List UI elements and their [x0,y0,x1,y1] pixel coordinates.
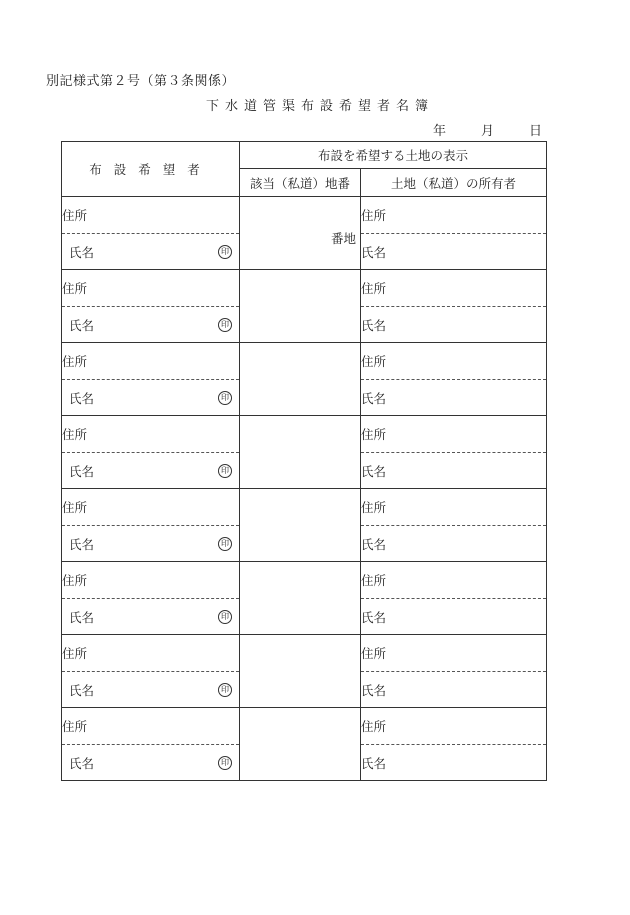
applicant-address-label: 住所 [62,646,88,661]
owner-address-label: 住所 [361,208,387,223]
applicant-address-label: 住所 [62,281,88,296]
date-day-label: 日 [528,124,542,139]
applicant-address-cell[interactable] [62,343,240,380]
owner-name-label: 氏名 [361,755,387,771]
applicant-name-cell[interactable] [62,307,240,343]
date-year-label: 年 [432,124,446,139]
register-row-address [62,489,547,526]
seal-mark: 印 [218,318,232,332]
owner-name-cell[interactable] [361,599,547,635]
lot-number-cell[interactable] [240,708,361,781]
seal-mark: 印 [218,537,232,551]
owner-name-cell[interactable] [361,234,547,270]
lot-number-cell[interactable] [240,562,361,635]
owner-name-label: 氏名 [361,609,387,625]
register-row-address [62,343,547,380]
register-row-address [62,562,547,599]
register-rows [62,197,547,781]
owner-address-label: 住所 [361,719,387,734]
owner-address-label: 住所 [361,354,387,369]
lot-number-cell[interactable] [240,270,361,343]
owner-address-cell[interactable] [361,635,547,672]
register-row-address [62,197,547,234]
header-land-display: 布設を希望する土地の表示 [240,142,547,169]
applicant-name-cell[interactable] [62,599,240,635]
applicant-name-label: 氏名 [69,463,95,479]
seal-mark: 印 [218,756,232,770]
applicant-address-cell[interactable] [62,635,240,672]
lot-number-cell[interactable] [240,197,361,270]
applicant-name-cell[interactable] [62,453,240,489]
owner-name-label: 氏名 [361,682,387,698]
owner-address-cell[interactable] [361,562,547,599]
applicant-name-label: 氏名 [69,609,95,625]
lot-suffix-label: 番地 [330,231,356,246]
owner-address-cell[interactable] [361,197,547,234]
applicant-name-cell[interactable] [62,380,240,416]
applicant-address-cell[interactable] [62,489,240,526]
owner-address-cell[interactable] [361,416,547,453]
owner-address-cell[interactable] [361,708,547,745]
applicant-name-label: 氏名 [69,317,95,333]
document-title: 下水道管渠布設希望者名簿 [205,99,434,114]
owner-address-label: 住所 [361,646,387,661]
seal-mark: 印 [218,464,232,478]
owner-name-label: 氏名 [361,317,387,333]
applicant-address-label: 住所 [62,427,88,442]
owner-name-label: 氏名 [361,536,387,552]
applicant-name-cell[interactable] [62,526,240,562]
seal-mark: 印 [218,683,232,697]
applicant-address-label: 住所 [62,354,88,369]
applicant-address-cell[interactable] [62,270,240,307]
register-row-address [62,635,547,672]
applicant-name-label: 氏名 [69,755,95,771]
applicant-name-cell[interactable] [62,234,240,270]
applicant-address-cell[interactable] [62,416,240,453]
owner-address-label: 住所 [361,573,387,588]
owner-name-cell[interactable] [361,745,547,781]
lot-number-cell[interactable] [240,416,361,489]
header-lot-number: 該当（私道）地番 [240,169,361,197]
header-owner: 土地（私道）の所有者 [361,169,547,197]
owner-name-label: 氏名 [361,463,387,479]
applicant-address-label: 住所 [62,573,88,588]
date-month-label: 月 [480,124,494,139]
owner-name-cell[interactable] [361,526,547,562]
owner-address-label: 住所 [361,500,387,515]
applicant-name-label: 氏名 [69,390,95,406]
owner-name-cell[interactable] [361,453,547,489]
applicant-name-label: 氏名 [69,244,95,260]
form-reference: 別記様式第２号（第３条関係） [46,74,236,89]
applicant-address-label: 住所 [62,500,88,515]
owner-address-cell[interactable] [361,270,547,307]
date-line [433,120,542,139]
applicant-name-cell[interactable] [62,672,240,708]
header-applicant: 布設希望者 [62,142,240,197]
seal-mark: 印 [218,610,232,624]
applicant-address-cell[interactable] [62,708,240,745]
applicant-name-label: 氏名 [69,536,95,552]
owner-name-cell[interactable] [361,672,547,708]
seal-mark: 印 [218,245,232,259]
applicant-address-label: 住所 [62,208,88,223]
applicant-address-cell[interactable] [62,197,240,234]
register-table [61,141,547,781]
register-row-address [62,270,547,307]
owner-name-label: 氏名 [361,390,387,406]
applicant-address-label: 住所 [62,719,88,734]
owner-name-label: 氏名 [361,244,387,260]
owner-name-cell[interactable] [361,380,547,416]
lot-number-cell[interactable] [240,343,361,416]
owner-address-cell[interactable] [361,489,547,526]
owner-address-label: 住所 [361,427,387,442]
owner-address-cell[interactable] [361,343,547,380]
applicant-address-cell[interactable] [62,562,240,599]
register-row-address [62,416,547,453]
lot-number-cell[interactable] [240,489,361,562]
applicant-name-cell[interactable] [62,745,240,781]
register-row-address [62,708,547,745]
owner-address-label: 住所 [361,281,387,296]
seal-mark: 印 [218,391,232,405]
owner-name-cell[interactable] [361,307,547,343]
lot-number-cell[interactable] [240,635,361,708]
applicant-name-label: 氏名 [69,682,95,698]
